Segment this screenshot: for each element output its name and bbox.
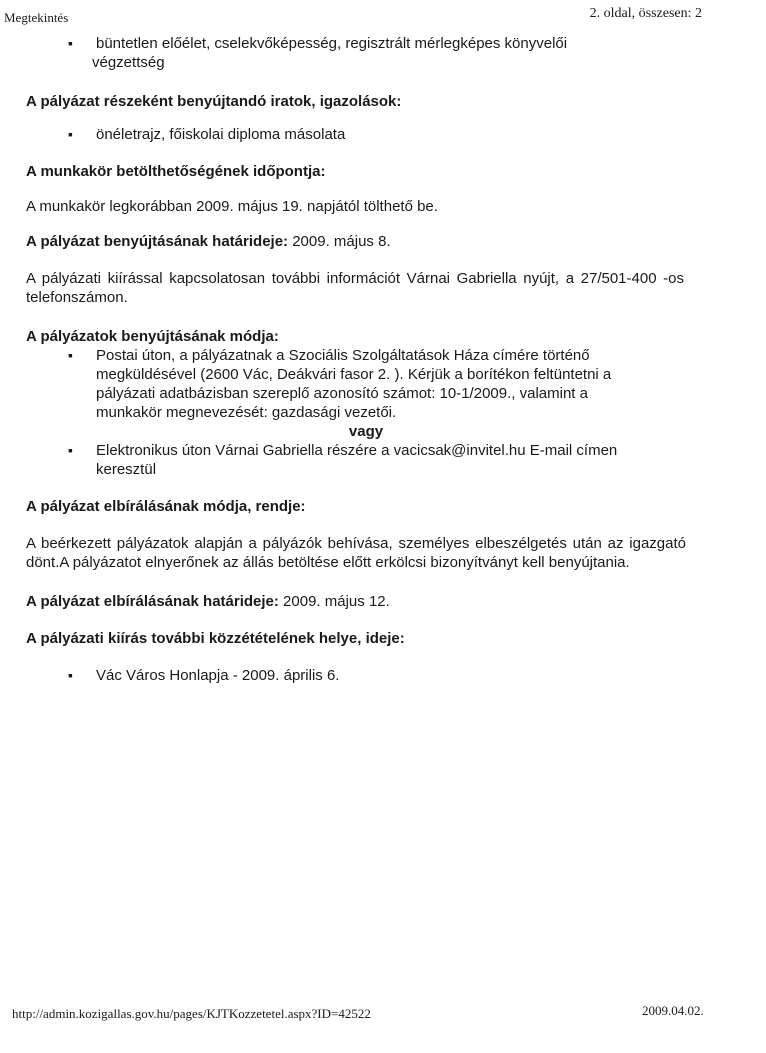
deadline-line bbox=[26, 232, 692, 251]
list-item: ▪ önéletrajz, főiskolai diploma másolata bbox=[26, 125, 692, 144]
print-date: 2009.04.02. bbox=[642, 1003, 704, 1018]
deadline-heading: A pályázat benyújtásának határideje: bbox=[26, 233, 289, 250]
source-url: http://admin.kozigallas.gov.hu/pages/KJTKozzetetel.aspx?ID=42522 bbox=[12, 1006, 371, 1021]
submission-list bbox=[26, 346, 692, 422]
requirements-list bbox=[26, 34, 692, 72]
submission-heading: A pályázatok benyújtásának módja: bbox=[26, 328, 279, 345]
requirement-line-1: büntetlen előélet, cselekvőképesség, regisztrált mérlegképes könyvelői bbox=[96, 35, 568, 52]
list-item: ▪ Vác Város Honlapja - 2009. április 6. bbox=[26, 666, 692, 685]
submission-list-electronic bbox=[26, 441, 692, 479]
evaluation-heading: A pályázat elbírálásának módja, rendje: bbox=[26, 498, 306, 515]
print-header-title: Megtekintés bbox=[4, 10, 69, 25]
eval-deadline-heading: A pályázat elbírálásának határideje: bbox=[26, 593, 279, 610]
list-item: ▪ Elektronikus úton Várnai Gabriella részére a vacicsak@invitel.hu E-mail címen keresztül bbox=[26, 441, 636, 479]
start-date-heading: A munkakör betölthetőségének időpontja: bbox=[26, 163, 326, 180]
publication-list bbox=[26, 666, 692, 685]
evaluation-text: A beérkezett pályázatok alapján a pályázók behívása, személyes elbeszélgetés után az igazgató dönt.A pályázatot elnyerőnek az állás betöltése előtt erkölcsi bizonyítványt kell benyújtania. bbox=[26, 535, 686, 571]
info-text: A pályázati kiírással kapcsolatosan további információt Várnai Gabriella nyújt, a 27/501-400 -os telefonszámon. bbox=[26, 270, 684, 306]
publication-heading: A pályázati kiírás további közzétételének helye, ideje: bbox=[26, 630, 405, 647]
list-item: ▪ Postai úton, a pályázatnak a Szociális Szolgáltatások Háza címére történő megküldésével (2600 Vác, Deákvári fasor 2. ). Kérjük a borítékon feltüntetni a pályázati adatbázisban szereplő azonosító számot: 10-1/2009., valamint a munkakör megnevezését: gazdasági vezetői. bbox=[26, 346, 656, 422]
documents-heading: A pályázat részeként benyújtandó iratok, igazolások: bbox=[26, 93, 402, 110]
print-header-page-number: 2. oldal, összesen: 2 bbox=[589, 6, 702, 21]
eval-deadline-value: 2009. május 12. bbox=[278, 593, 390, 610]
documents-list bbox=[26, 125, 692, 144]
deadline-value: 2009. május 8. bbox=[288, 233, 391, 250]
start-date-text: A munkakör legkorábban 2009. május 19. napjától tölthető be. bbox=[26, 198, 438, 215]
requirement-line-2: végzettség bbox=[92, 54, 165, 71]
document-body bbox=[26, 30, 692, 685]
eval-deadline-line bbox=[26, 592, 692, 611]
or-separator: vagy bbox=[348, 423, 384, 440]
list-item bbox=[26, 34, 692, 72]
